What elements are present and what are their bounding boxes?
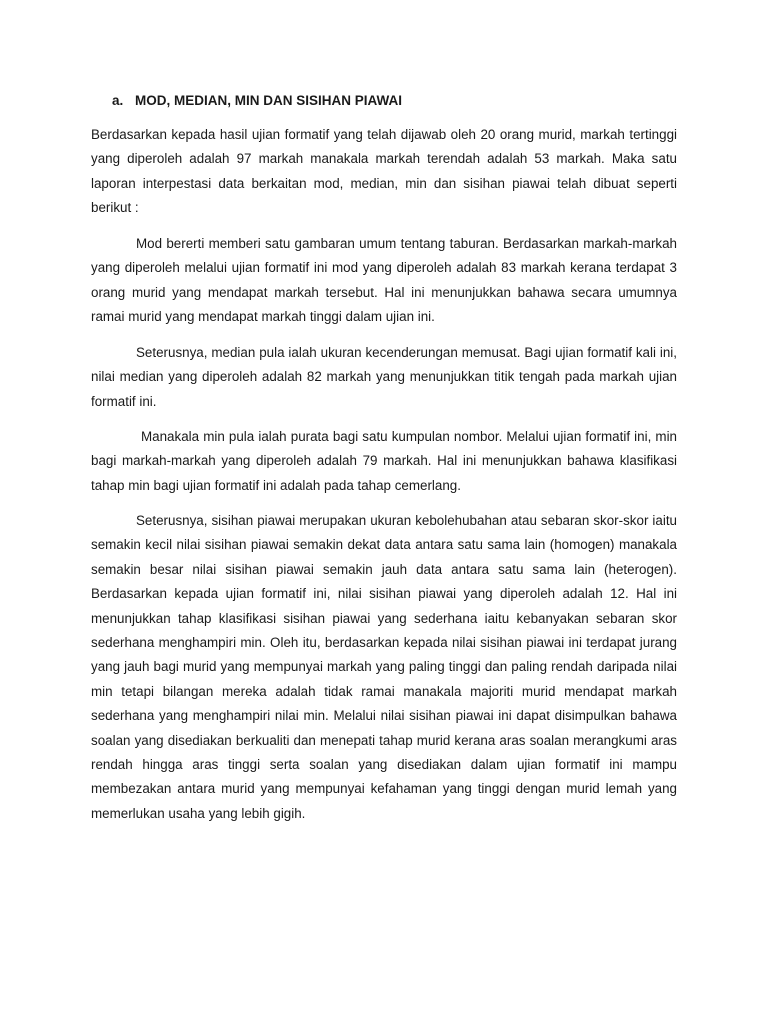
paragraph-mod: Mod bererti memberi satu gambaran umum tentang taburan. Berdasarkan markah-markah yang diperoleh melalui ujian formatif ini mod yang diperoleh adalah 83 markah kerana terdapat 3 orang murid yang mendapat markah tersebut. Hal ini menunjukkan bahawa secara umumnya ramai murid yang mendapat markah tinggi dalam ujian ini. bbox=[91, 236, 677, 325]
paragraph-min: Manakala min pula ialah purata bagi satu kumpulan nombor. Melalui ujian formatif ini, min bagi markah-markah yang diperoleh adalah 79 markah. Hal ini menunjukkan bahawa klasifikasi tahap min bagi ujian formatif ini adalah pada tahap cemerlang. bbox=[91, 429, 677, 493]
section-marker: a. bbox=[112, 93, 124, 108]
paragraph-sisihan-piawai: Seterusnya, sisihan piawai merupakan ukuran kebolehubahan atau sebaran skor-skor iaitu semakin kecil nilai sisihan piawai semakin dekat data antara satu sama lain (homogen) manakala semakin besar nilai sisihan piawai semakin jauh data antara satu sama lain (heterogen). Berdasarkan kepada ujian formatif ini, nilai sisihan piawai yang diperoleh adalah 12. Hal ini menunjukkan tahap klasifikasi sisihan piawai yang sederhana iaitu kebanyakan sebaran skor sederhana menghampiri min. Oleh itu, berdasarkan kepada nilai sisihan piawai ini terdapat jurang yang jauh bagi murid yang mempunyai markah yang paling tinggi dan paling rendah daripada nilai min tetapi bilangan mereka adalah tidak ramai manakala majoriti murid mendapat markah sederhana yang menghampiri nilai min. Melalui nilai sisihan piawai ini dapat disimpulkan bahawa soalan yang disediakan berkualiti dan menepati tahap murid kerana aras soalan merangkumi aras rendah hingga aras tinggi serta soalan yang disediakan dalam ujian formatif ini mampu membezakan antara murid yang mempunyai kefahaman yang tinggi dengan murid lemah yang memerlukan usaha yang lebih gigih. bbox=[91, 513, 677, 821]
section-heading bbox=[112, 93, 402, 109]
section-title: MOD, MEDIAN, MIN DAN SISIHAN PIAWAI bbox=[135, 93, 403, 108]
paragraph-intro: Berdasarkan kepada hasil ujian formatif yang telah dijawab oleh 20 orang murid, markah tertinggi yang diperoleh adalah 97 markah manakala markah terendah adalah 53 markah. Maka satu laporan interpestasi data berkaitan mod, median, min dan sisihan piawai telah dibuat seperti berikut : bbox=[91, 127, 677, 216]
paragraph-median: Seterusnya, median pula ialah ukuran kecenderungan memusat. Bagi ujian formatif kali ini, nilai median yang diperoleh adalah 82 markah yang menunjukkan titik tengah pada markah ujian formatif ini. bbox=[91, 345, 677, 409]
